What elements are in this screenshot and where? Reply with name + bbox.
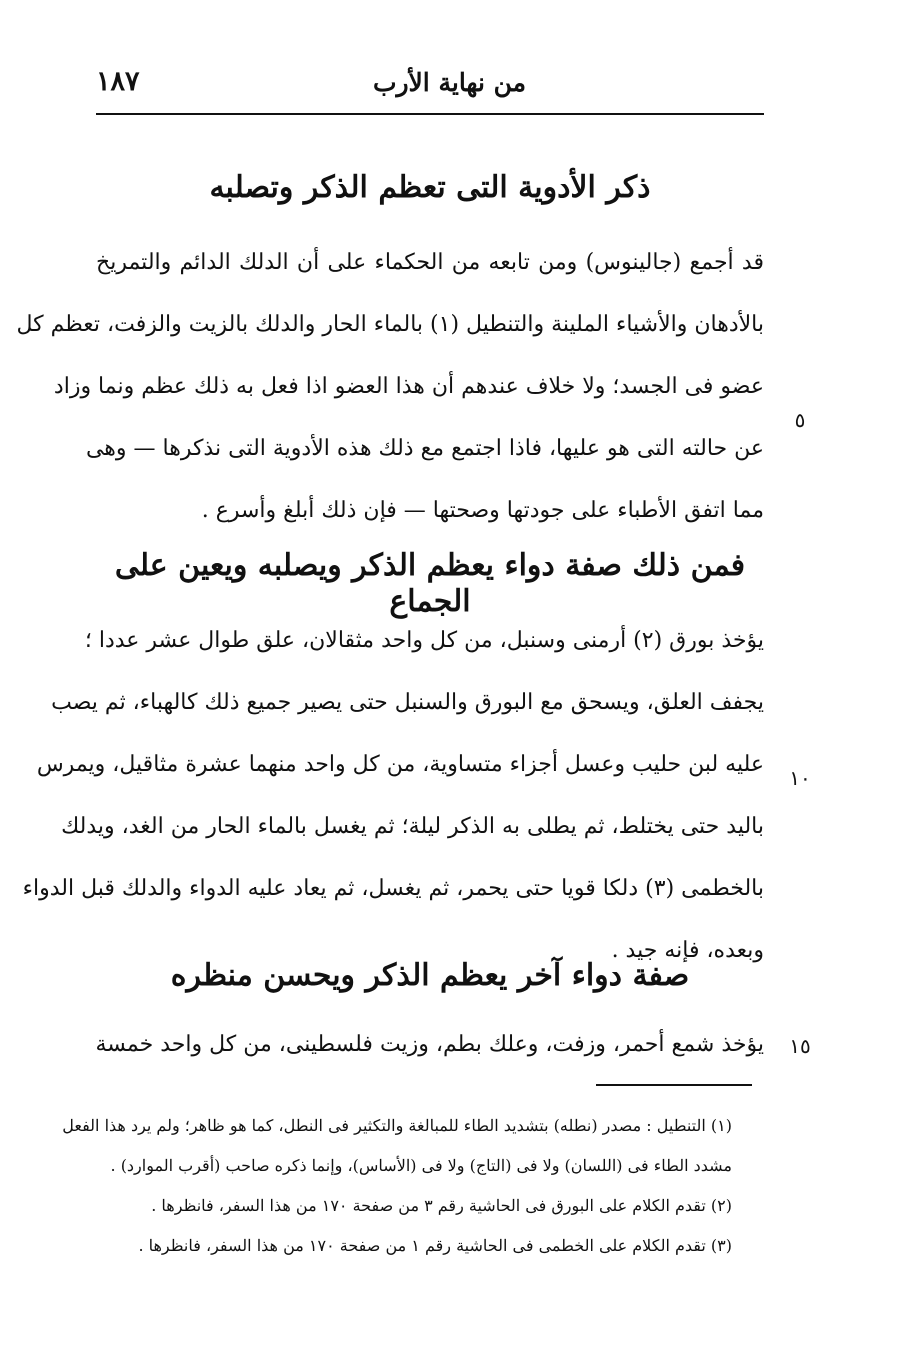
- section-heading-2: فمن ذلك صفة دواء يعظم الذكر ويصلبه ويعين على الجماع: [114, 548, 746, 619]
- footnote-3: (٣) تقدم الكلام على الخطمى فى الحاشية رقم ١ من صفحة ١٧٠ من هذا السفر، فانظرها .: [138, 1236, 732, 1255]
- text-line: عن حالته التى هو عليها، فاذا اجتمع مع ذلك هذه الأدوية التى نذكرها — وهى: [85, 436, 764, 461]
- text-line: بالأدهان والأشياء الملينة والتنطيل (١) بالماء الحار والدلك بالزيت والزفت، تعظم كل: [16, 312, 764, 337]
- text-line: مما اتفق الأطباء على جودتها وصحتها — فإن ذلك أبلغ وأسرع .: [201, 498, 764, 523]
- text-line: قد أجمع (جالينوس) ومن تابعه من الحكماء على أن الدلك الدائم والتمريخ: [96, 250, 764, 275]
- footnote-rule: [596, 1084, 752, 1086]
- running-title: من نهاية الأرب: [372, 68, 527, 97]
- text-line: بالخطمى (٣) دلكا قويا حتى يحمر، ثم يغسل، ثم يعاد عليه الدواء والدلك قبل الدواء: [22, 876, 764, 901]
- section-heading-1: ذكر الأدوية التى تعظم الذكر وتصلبه: [209, 170, 651, 205]
- text-line: عليه لبن حليب وعسل أجزاء متساوية، من كل واحد منهما عشرة مثاقيل، ويمرس: [36, 752, 764, 777]
- text-line: يؤخذ شمع أحمر، وزفت، وعلك بطم، وزيت فلسطينى، من كل واحد خمسة: [95, 1032, 764, 1057]
- line-number: ١٠: [789, 766, 811, 790]
- text-line: وبعده، فإنه جيد .: [611, 938, 764, 963]
- text-line: باليد حتى يختلط، ثم يطلى به الذكر ليلة؛ ثم يغسل بالماء الحار من الغد، ويدلك: [61, 814, 764, 839]
- footnotes: [62, 1106, 732, 1266]
- text-line: يجفف العلق، ويسحق مع البورق والسنبل حتى يصير جميع ذلك كالهباء، ثم يصب: [51, 690, 764, 715]
- footnote-1-line-1: (١) التنطيل : مصدر (نطله) بتشديد الطاء للمبالغة والتكثير فى النطل، كما هو ظاهر؛ ولم يرد هذا الفعل: [62, 1116, 732, 1135]
- footnote-2: (٢) تقدم الكلام على البورق فى الحاشية رقم ٣ من صفحة ١٧٠ من هذا السفر، فانظرها .: [151, 1196, 732, 1215]
- footnote-1-line-2: مشدد الطاء فى (اللسان) ولا فى (التاج) ولا فى (الأساس)، وإنما ذكره صاحب (أقرب الموارد) .: [110, 1156, 732, 1175]
- section-3-paragraph: [96, 1014, 764, 1076]
- line-number: ٥: [794, 408, 806, 432]
- section-2-paragraph: [22, 610, 764, 982]
- page-number: ١٨٧: [96, 66, 140, 97]
- text-line: يؤخذ بورق (٢) أرمنى وسنبل، من كل واحد مثقالان، علق طوال عشر عددا ؛: [84, 628, 764, 653]
- header-rule: [96, 113, 764, 115]
- line-number: ١٥: [789, 1034, 811, 1058]
- text-line: عضو فى الجسد؛ ولا خلاف عندهم أن هذا العضو اذا فعل به ذلك عظم ونما وزاد: [53, 374, 764, 399]
- section-1-paragraph: [16, 232, 764, 542]
- section-heading-3: صفة دواء آخر يعظم الذكر ويحسن منظره: [170, 958, 690, 993]
